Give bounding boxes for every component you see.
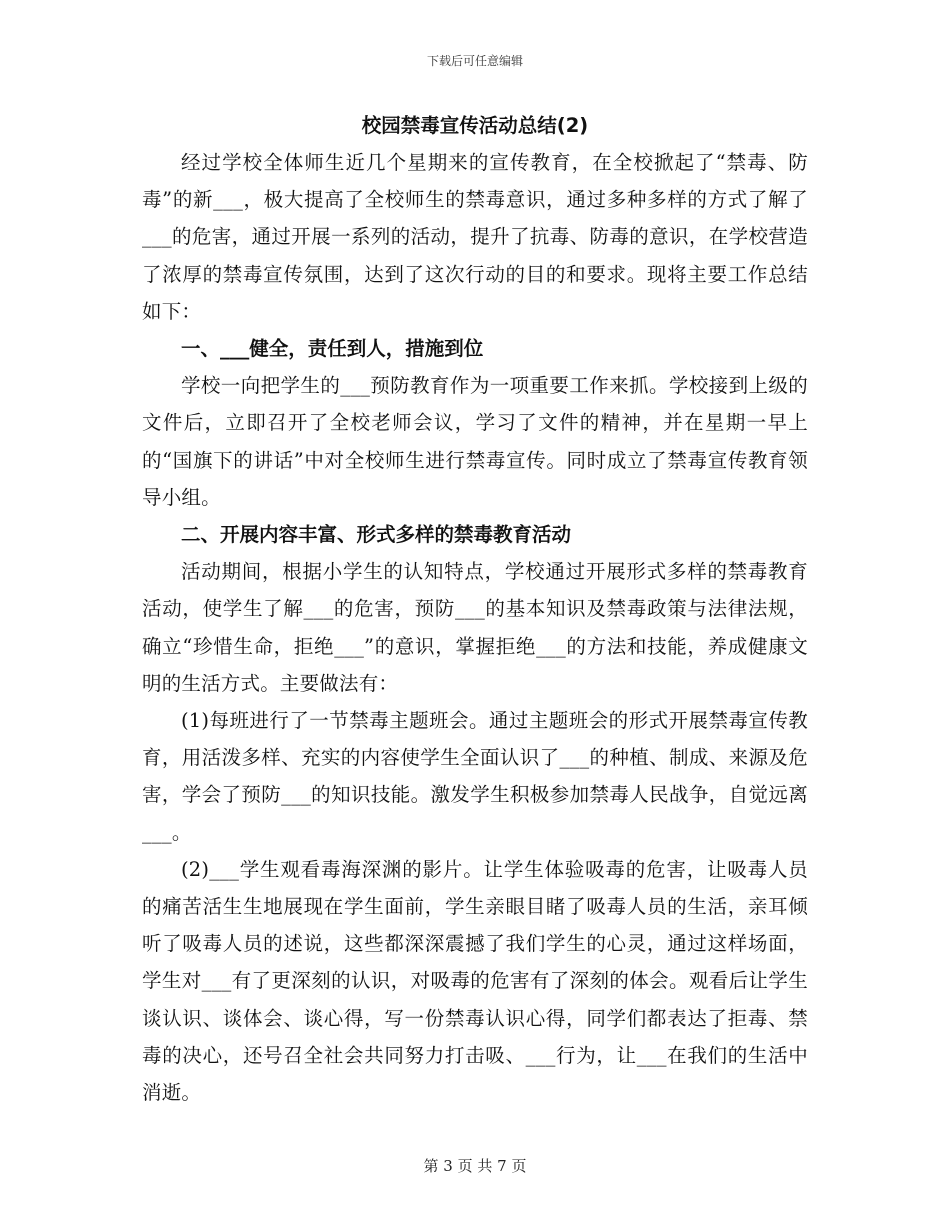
section-2-heading: 二、开展内容丰富、形式多样的禁毒教育活动 (181, 523, 572, 547)
page-number: 第 3 页 共 7 页 (423, 1157, 527, 1175)
header-note: 下载后可任意编辑 (426, 54, 523, 68)
section-2-item-2: (2)___学生观看毒海深渊的影片。让学生体验吸毒的危害，让吸毒人员的痛苦活生生地展现在学生面前，学生亲眼目睹了吸毒人员的生活，亲耳倾听了吸毒人员的述说，这些都深深震撼了我们学生的心灵，通过这样场面，学生对___有了更深刻的认识，对吸毒的危害有了深刻的体会。观看后让学生谈认识、谈体会、谈心得，写一份禁毒认识心得，同学们都表达了拒毒、禁毒的决心，还号召全社会共同努力打击吸、___行为，让___在我们的生活中消逝。 (142, 857, 808, 1105)
document-title: 校园禁毒宣传活动总结(2) (361, 114, 589, 137)
intro-paragraph: 经过学校全体师生近几个星期来的宣传教育，在全校掀起了“禁毒、防毒”的新___，极大提高了全校师生的禁毒意识，通过多种多样的方式了解了___的危害，通过开展一系列的活动，提升了抗毒、防毒的意识，在学校营造了浓厚的禁毒宣传氛围，达到了这次行动的目的和要求。现将主要工作总结如下： (142, 151, 808, 323)
section-2-item-1: (1)每班进行了一节禁毒主题班会。通过主题班会的形式开展禁毒宣传教育，用活泼多样、充实的内容使学生全面认识了___的种植、制成、来源及危害，学会了预防___的知识技能。激发学生积极参加禁毒人民战争，自觉远离___。 (142, 709, 808, 844)
section-1-paragraph: 学校一向把学生的___预防教育作为一项重要工作来抓。学校接到上级的文件后，立即召开了全校老师会议，学习了文件的精神，并在星期一早上的“国旗下的讲话”中对全校师生进行禁毒宣传。同时成立了禁毒宣传教育领导小组。 (142, 374, 808, 509)
section-1-heading: 一、___健全，责任到人，措施到位 (181, 337, 484, 361)
document-body (142, 108, 808, 1111)
section-2-paragraph: 活动期间，根据小学生的认知特点，学校通过开展形式多样的禁毒教育活动，使学生了解___的危害，预防___的基本知识及禁毒政策与法律法规，确立“珍惜生命，拒绝___”的意识，掌握拒绝___的方法和技能，养成健康文明的生活方式。主要做法有： (142, 560, 808, 695)
